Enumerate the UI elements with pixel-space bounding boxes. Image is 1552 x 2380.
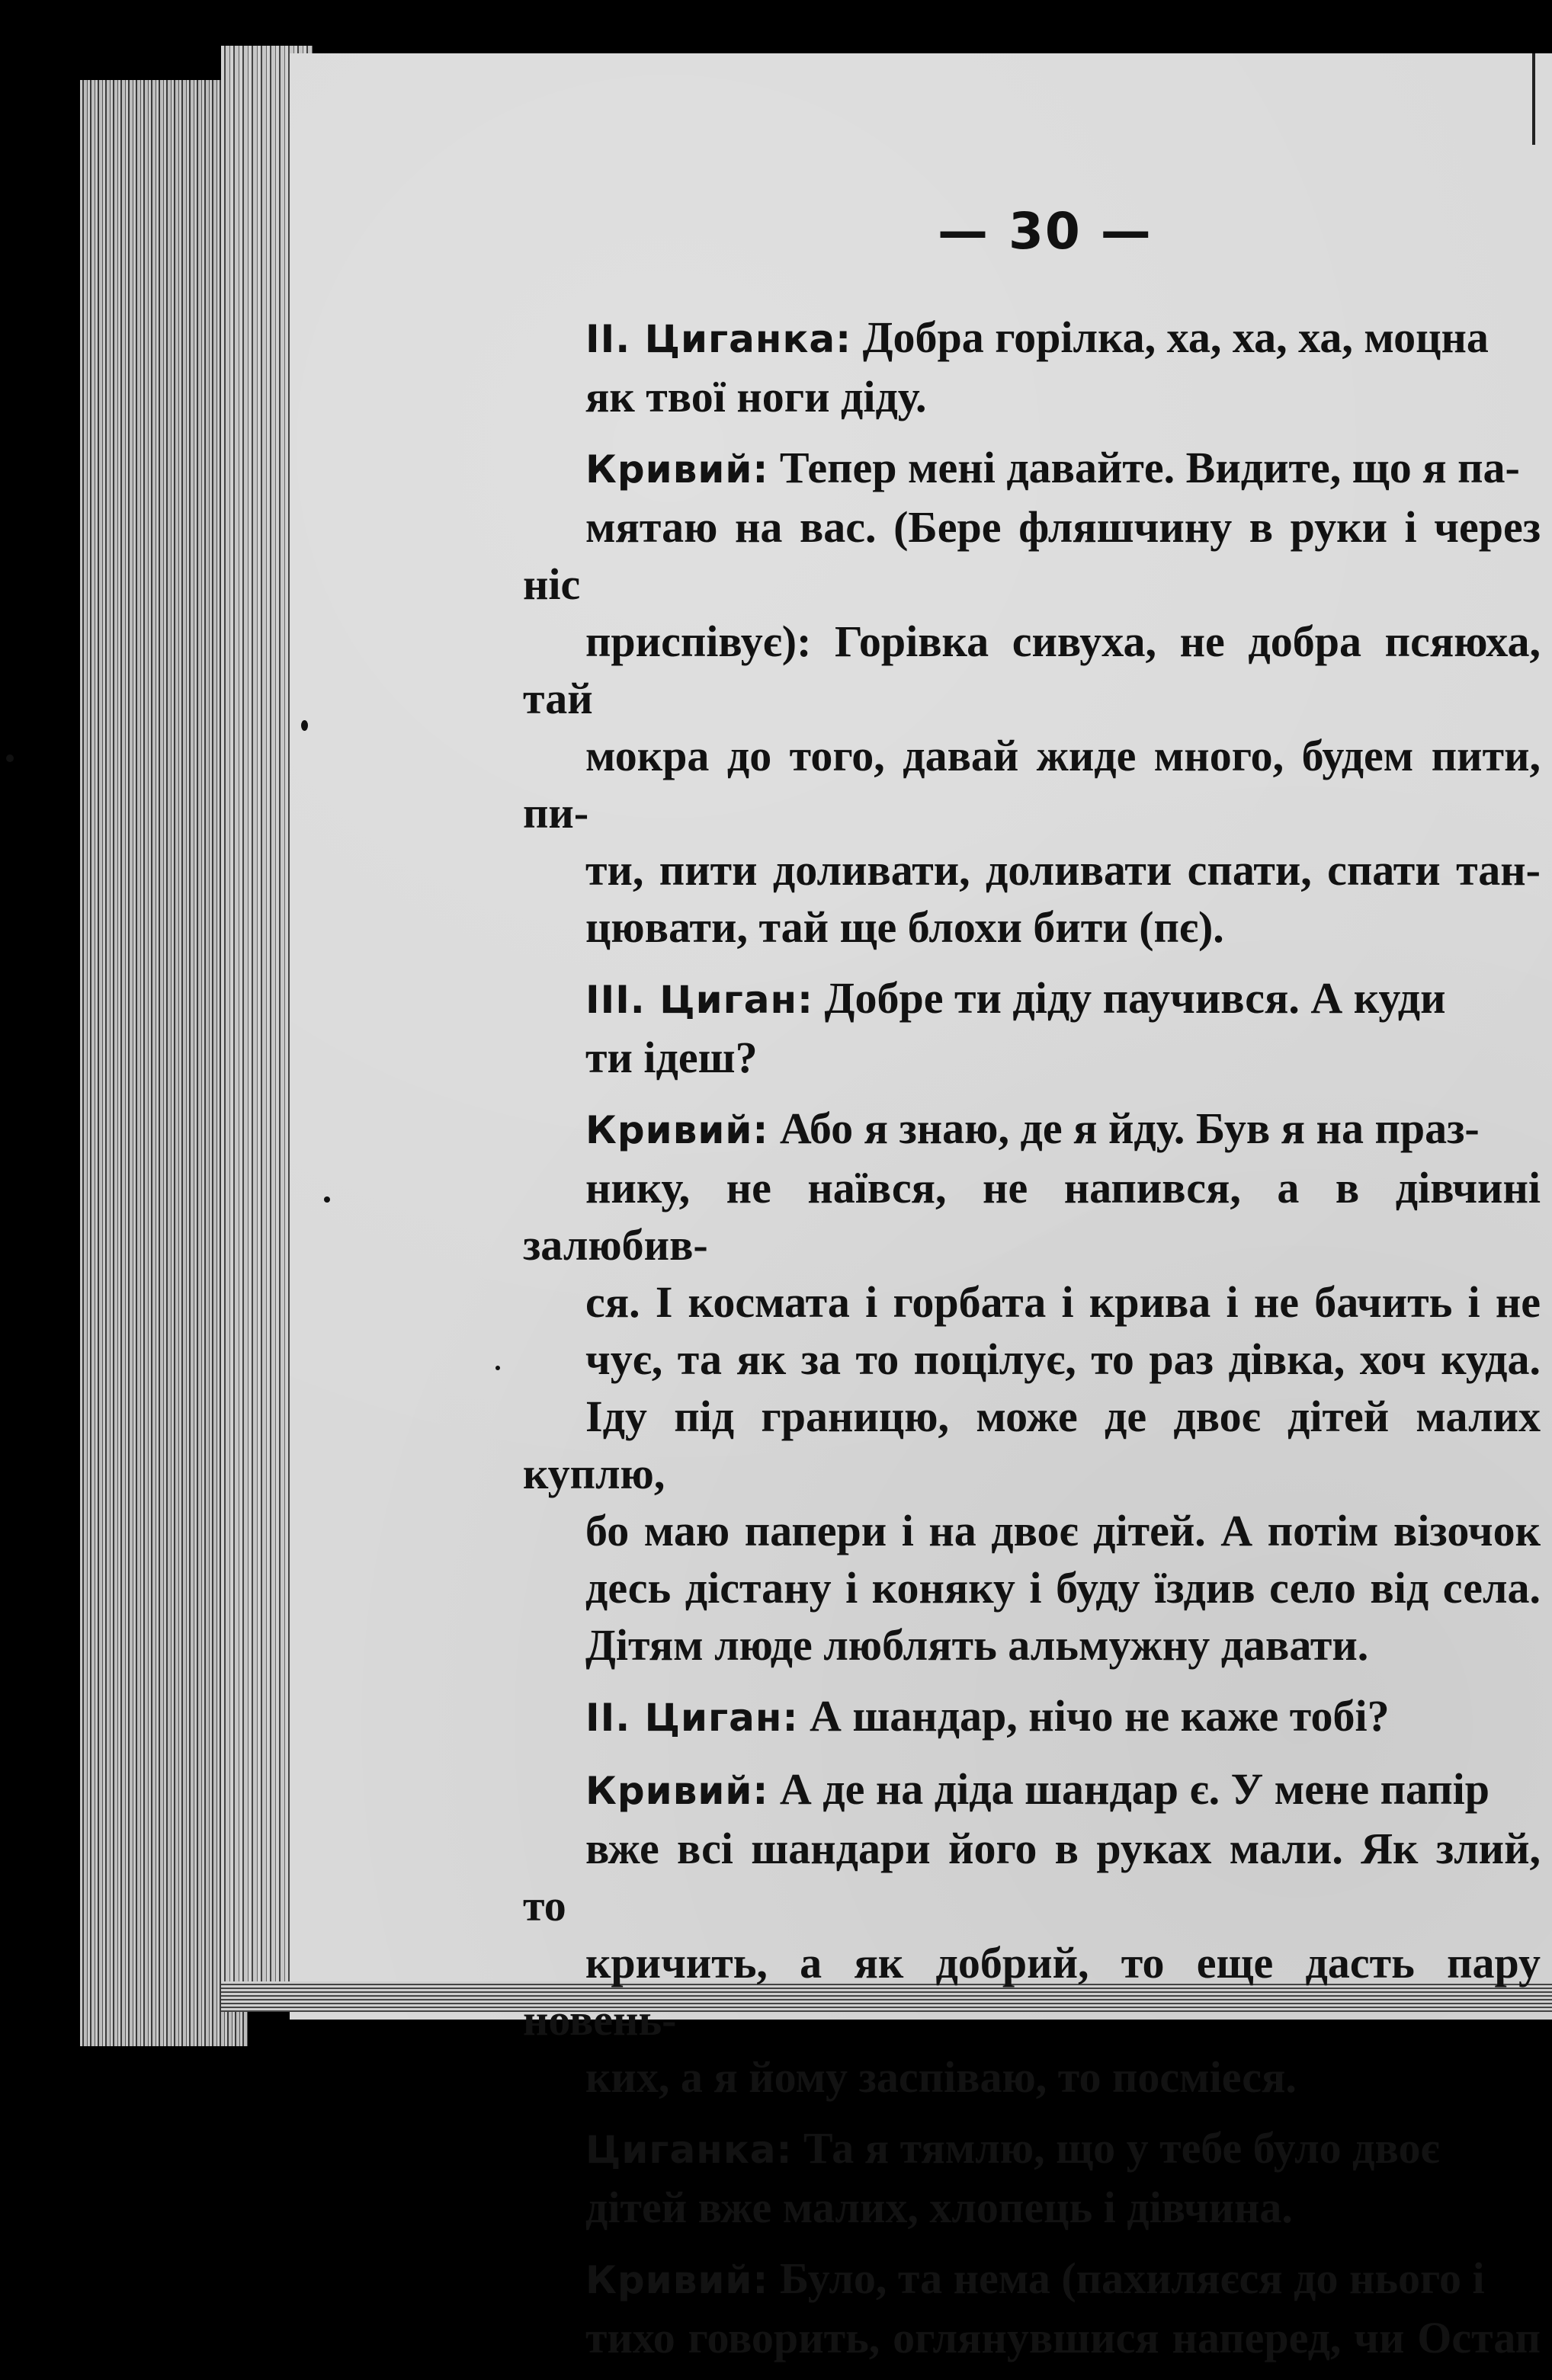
text-line: мятаю на вас. (Бере фляшчину в руки і через ніс (523, 502, 1541, 609)
speaker-name: II. Циганка: (585, 317, 852, 361)
speaker-name: II. Циган: (585, 1696, 799, 1740)
page-number: — 30 — (938, 202, 1153, 261)
text-line: ких, а я йому заспіваю, то посміеся. (585, 2052, 1297, 2102)
text-line: А шандар, нічо не каже тобі? (809, 1691, 1390, 1741)
text-line: ти ідеш? (585, 1033, 758, 1082)
text-line: Іду під границю, може де двоє дітей малих куплю, (523, 1392, 1541, 1498)
text-line: бо маю папери і на двоє дітей. А потім візочок (585, 1506, 1541, 1555)
text-line: Добре ти діду паучився. А куди (824, 973, 1446, 1023)
speaker-name: Кривий: (585, 447, 769, 492)
right-margin-mark (1532, 53, 1535, 145)
text-line: ти, пити доливати, доливати спати, спати тан- (585, 845, 1541, 895)
text-line: тихо говорить, оглянувшися наперед, чи Остап (585, 2313, 1541, 2362)
text-line: Дітям люде люблять альмужну давати. (585, 1620, 1369, 1670)
text-line: Добра горілка, ха, ха, ха, моцна (862, 312, 1489, 362)
text-line: ся. І космата і горбата і крива і не бачить і не (585, 1277, 1541, 1327)
text-line: мокра до того, давай жиде много, будем пити, пи- (523, 731, 1541, 838)
text-line: вже всі шандари його в руках мали. Як злий, то (523, 1824, 1541, 1930)
dialogue-paragraph (523, 309, 1541, 425)
speaker-name: Кривий: (585, 1108, 769, 1152)
speck (301, 720, 308, 731)
text-line: чує, та як за то поцілує, то раз дівка, хоч куда. (585, 1334, 1541, 1384)
speck (6, 754, 14, 762)
dialogue-paragraph (523, 2250, 1541, 2366)
text-line: нику, не наївся, не напився, а в дівчині залюбив- (523, 1163, 1541, 1270)
dialogue-paragraph (523, 439, 1541, 956)
speck (495, 1366, 500, 1370)
speaker-name: Циганка: (585, 2128, 793, 2172)
text-line: А де на діда шандар є. У мене папір (779, 1764, 1490, 1814)
speck (324, 1196, 330, 1203)
speaker-name: Кривий: (585, 2258, 769, 2302)
text-line: Або я знаю, де я йду. Був я на праз- (779, 1104, 1480, 1153)
text-line: цювати, тай ще блохи бити (пє). (585, 902, 1224, 952)
text-line: Тепер мені давайте. Видите, що я па- (779, 443, 1520, 492)
text-line: Та я тямлю, що у тебе було двоє (803, 2123, 1440, 2173)
speaker-name: III. Циган: (585, 978, 814, 1022)
dialogue-paragraph (523, 2119, 1541, 2236)
text-line: Було, та нема (пахиляєся до нього і (779, 2253, 1485, 2303)
text-line: приспівує): Горівка сивуха, не добра псяюха, тай (523, 617, 1541, 723)
text-line: кричить, а як добрий, то еще дасть пару новень- (523, 1938, 1541, 2045)
speaker-name: Кривий: (585, 1769, 769, 1813)
dialogue-paragraph (523, 1100, 1541, 1674)
text-line: десь дістану і коняку і буду їздив село від села. (585, 1563, 1541, 1613)
dialogue-paragraph (523, 1760, 1541, 2106)
dialogue-paragraph (523, 1687, 1541, 1747)
dialogue-paragraph (523, 969, 1541, 1086)
play-text (523, 309, 1541, 2380)
text-line: дітей вже малих, хлопець і дівчина. (585, 2183, 1293, 2232)
text-line: як твої ноги діду. (585, 372, 927, 421)
